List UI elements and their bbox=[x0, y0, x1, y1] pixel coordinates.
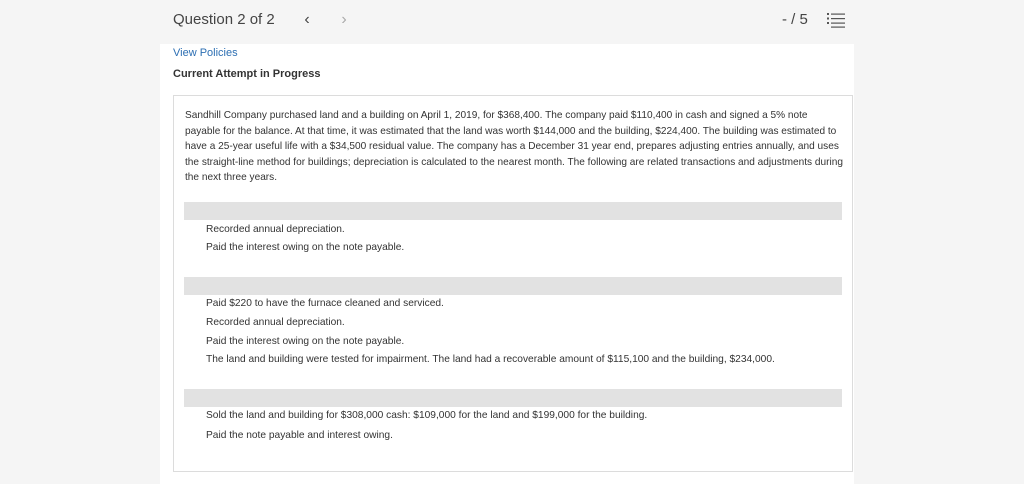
transaction-item: The land and building were tested for impairment. The land had a recoverable amount of $115,100 and the building, $234,000. bbox=[206, 354, 775, 365]
question-box bbox=[173, 95, 853, 472]
transaction-item: Sold the land and building for $308,000 cash: $109,000 for the land and $199,000 for the building. bbox=[206, 410, 648, 421]
question-list-icon[interactable] bbox=[827, 12, 845, 28]
transaction-item: Recorded annual depreciation. bbox=[206, 317, 345, 328]
view-policies-link[interactable]: View Policies bbox=[173, 47, 238, 59]
transaction-item: Paid $220 to have the furnace cleaned and serviced. bbox=[206, 298, 444, 309]
question-counter: Question 2 of 2 bbox=[173, 11, 275, 28]
question-text: Sandhill Company purchased land and a building on April 1, 2019, for $368,400. The company paid $110,400 in cash and signed a 5% note payable for the balance. At that time, it was estimated that the land was worth $144,000 and the building, $224,400. The building was estimated to have a 25-year useful life with a $34,500 residual value. The company has a December 31 year end, prepares adjusting entries annually, and uses the straight-line method for buildings; depreciation is calculated to the nearest month. The following are related transactions and adjustments during the next three years. bbox=[185, 110, 843, 184]
question-panel bbox=[160, 44, 854, 484]
transaction-item: Paid the interest owing on the note payable. bbox=[206, 336, 405, 347]
group-header-band bbox=[184, 202, 842, 220]
previous-question-button[interactable]: ‹ bbox=[304, 11, 310, 28]
transaction-item: Recorded annual depreciation. bbox=[206, 224, 345, 235]
attempt-status: Current Attempt in Progress bbox=[173, 68, 321, 80]
group-header-band bbox=[184, 277, 842, 295]
next-question-button[interactable]: › bbox=[341, 11, 347, 28]
group-header-band bbox=[184, 389, 842, 407]
transaction-item: Paid the interest owing on the note payable. bbox=[206, 242, 405, 253]
score-display: - / 5 bbox=[782, 11, 808, 28]
transaction-item: Paid the note payable and interest owing. bbox=[206, 430, 393, 441]
top-bar bbox=[0, 0, 1024, 44]
